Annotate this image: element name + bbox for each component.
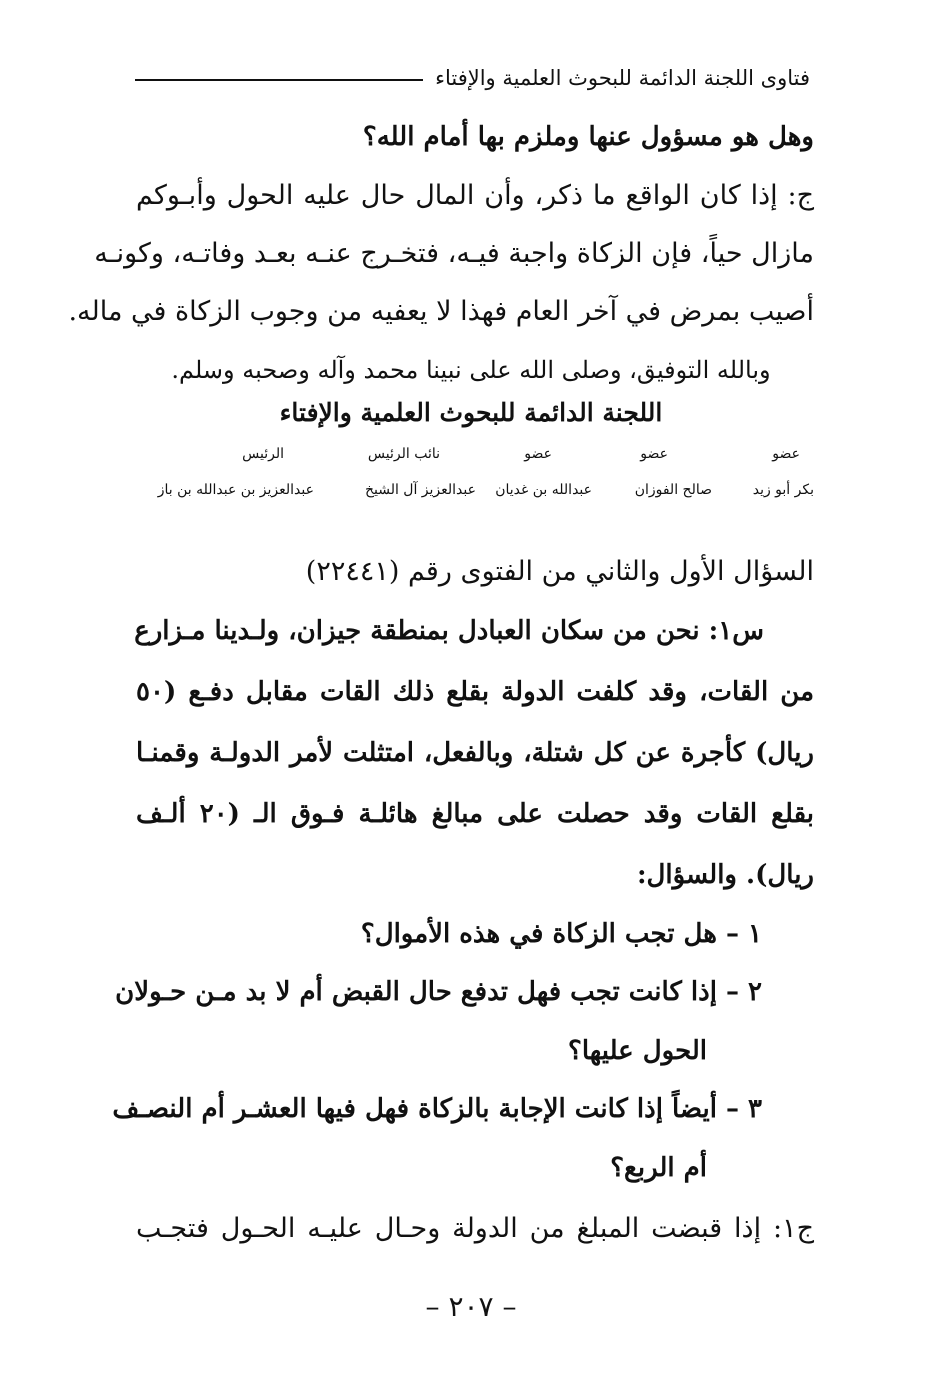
signatory-roles (140, 446, 814, 470)
question-tail: وهل هو مسؤول عنها وملزم بها أمام الله؟ (362, 122, 814, 152)
signatory-name: صالح الفوزان (634, 482, 712, 498)
signatory-name: عبدالعزيز آل الشيخ (364, 482, 476, 498)
signatories (140, 446, 814, 506)
signatory-name: بكر أبو زيد (752, 482, 814, 498)
question-item: ٣ – أيضاً إذا كانت الإجابة بالزكاة فهل فيها العشـر أم النصـف (112, 1094, 762, 1124)
answer-start: ج١: إذا قبضت المبلغ من الدولة وحـال عليـه الحـول فتجـب (136, 1213, 814, 1244)
signatory-role: الرئيس (242, 446, 284, 462)
question-line: س١: نحن من سكان العبادل بمنطقة جيزان، ولـدينا مـزارع (134, 616, 764, 646)
page-number: – ٢٠٧ – (425, 1290, 517, 1323)
running-title: فتاوى اللجنة الدائمة للبحوث العلمية والإفتاء (435, 66, 810, 90)
header-rule (135, 79, 423, 81)
question-line: من القات، وقد كلفت الدولة بقلع ذلك القات مقابل دفـع (٥٠ (136, 677, 814, 707)
question-item-continuation: الحول عليها؟ (568, 1036, 707, 1066)
signatory-name: عبدالله بن غديان (495, 482, 592, 498)
running-header (135, 60, 810, 96)
question-item: ٢ – إذا كانت تجب فهل تدفع حال القبض أم لا بد مـن حـولان (115, 977, 762, 1007)
answer-line: أصيب بمرض في آخر العام فهذا لا يعفيه من وجوب الزكاة في ماله. (68, 296, 814, 327)
signatory-name: عبدالعزيز بن عبدالله بن باز (157, 482, 314, 498)
committee-title: اللجنة الدائمة للبحوث العلمية والإفتاء (279, 398, 663, 427)
signatory-role: عضو (640, 446, 668, 462)
question-item-continuation: أم الربع؟ (610, 1153, 707, 1183)
question-line: بقلع القات وقد حصلت على مبالغ هائلـة فـوق الـ (٢٠ ألـف (136, 799, 814, 829)
question-line: ريال) كأجرة عن كل شتلة، وبالفعل، امتثلت لأمر الدولـة وقمنـا (136, 738, 814, 768)
answer-line: ج: إذا كان الواقع ما ذكر، وأن المال حال عليه الحول وأبـوكم (136, 180, 814, 211)
fatwa-heading: السؤال الأول والثاني من الفتوى رقم (٢٢٤٤١) (305, 556, 814, 587)
signatory-role: عضو (772, 446, 800, 462)
signatory-names (140, 482, 814, 506)
signatory-role: عضو (524, 446, 552, 462)
question-item: ١ – هل تجب الزكاة في هذه الأموال؟ (360, 919, 762, 949)
answer-line: مازال حياً، فإن الزكاة واجبة فيـه، فتخـرج عنـه بعـد وفاتـه، وكونـه (94, 238, 814, 269)
closing-line: وبالله التوفيق، وصلى الله على نبينا محمد وآله وصحبه وسلم. (171, 356, 771, 384)
signatory-role: نائب الرئيس (367, 446, 440, 462)
question-line: ريال). والسؤال: (636, 860, 814, 890)
